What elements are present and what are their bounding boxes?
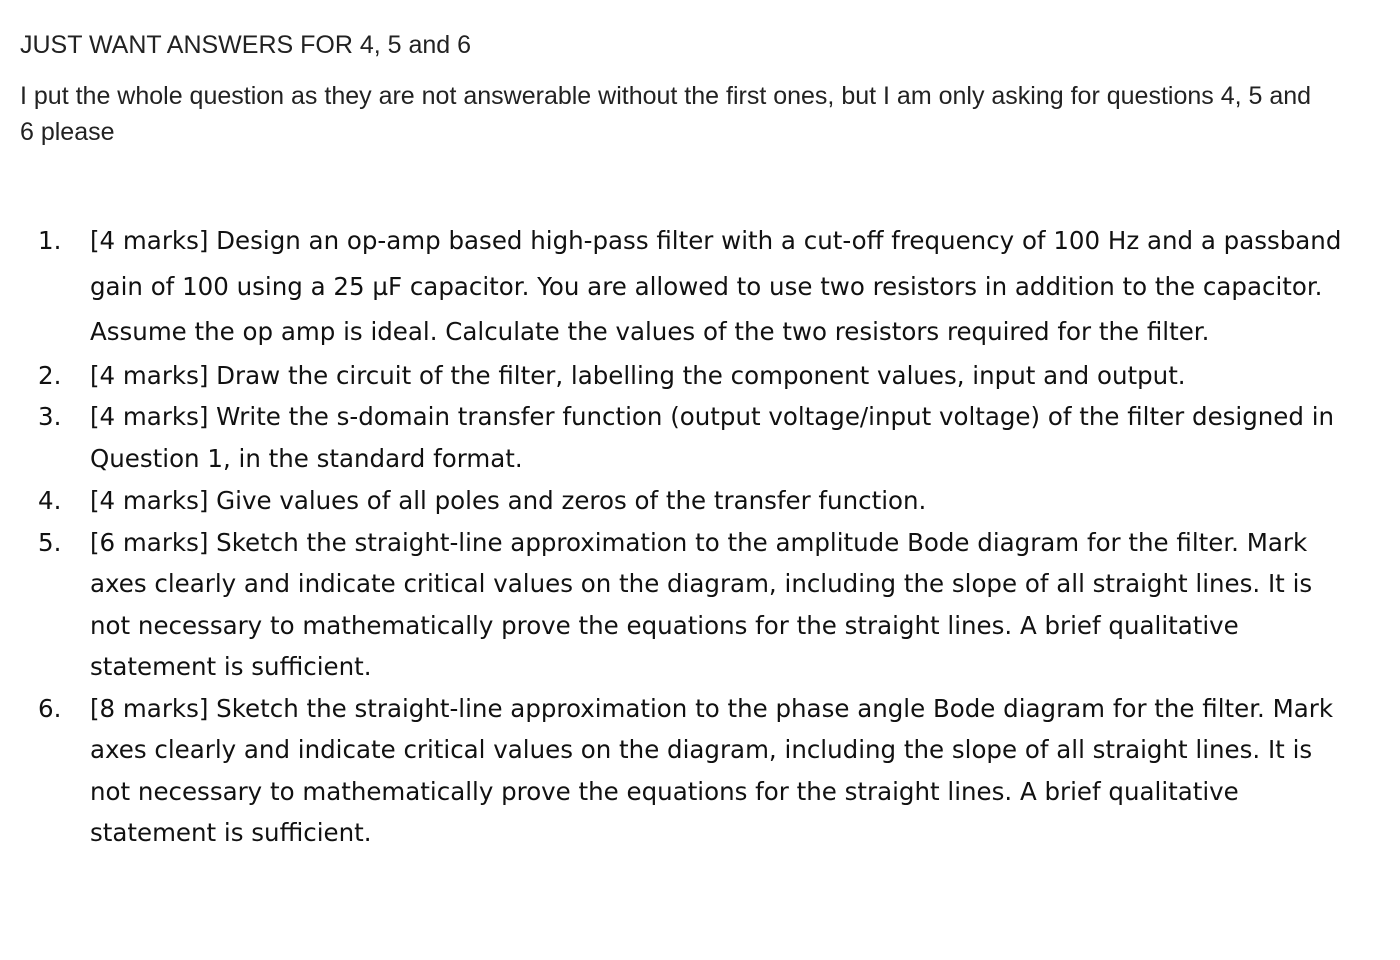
question-item-6 — [38, 688, 1358, 854]
post-note: I put the whole question as they are not answerable without the first ones, but I am only asking for questions 4, 5 and 6 please — [20, 82, 1312, 146]
question-item-3 — [38, 396, 1358, 480]
question-item-4 — [38, 480, 1358, 522]
question-number: 2. — [38, 360, 62, 390]
question-number: 1. — [38, 226, 62, 255]
post-title: JUST WANT ANSWERS FOR 4, 5 and 6 — [20, 31, 472, 59]
question-text: [4 marks] Design an op-amp based high-pass filter with a cut-off frequency of 100 Hz and a passband gain of 100 using a 25 µF capacitor. You are allowed to use two resistors in addition to the capacitor. Assume the op amp is ideal. Calculate the values of the two resistors required for the filter. — [90, 226, 1342, 346]
question-text: [4 marks] Draw the circuit of the filter, labelling the component values, input and output. — [90, 360, 1186, 390]
question-text: [8 marks] Sketch the straight-line approximation to the phase angle Bode diagram for the filter. Mark axes clearly and indicate critical values on the diagram, including the slope of all straight lines. It is not necessary to mathematically prove the equations for the straight lines. A brief qualitative statement is sufficient. — [90, 693, 1334, 847]
question-list — [38, 218, 1358, 854]
question-item-2 — [38, 355, 1358, 396]
question-number: 4. — [38, 485, 62, 515]
question-number: 3. — [38, 401, 62, 431]
question-text: [4 marks] Write the s-domain transfer function (output voltage/input voltage) of the filter designed in Question 1, in the standard format. — [90, 401, 1335, 473]
question-number: 6. — [38, 693, 62, 723]
question-text: [4 marks] Give values of all poles and zeros of the transfer function. — [90, 485, 927, 515]
question-item-1 — [38, 218, 1358, 355]
question-number: 5. — [38, 527, 62, 557]
question-text: [6 marks] Sketch the straight-line approximation to the amplitude Bode diagram for the filter. Mark axes clearly and indicate critical values on the diagram, including the slope of all straight lines. It is not necessary to mathematically prove the equations for the straight lines. A brief qualitative statement is sufficient. — [90, 527, 1313, 681]
question-item-5 — [38, 522, 1358, 688]
